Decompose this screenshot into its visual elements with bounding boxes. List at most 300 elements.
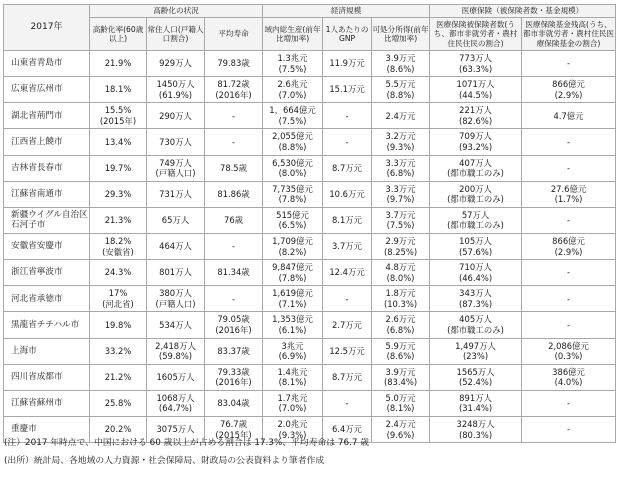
cell-gdp xyxy=(263,364,323,390)
cell-line: 105万人 xyxy=(459,236,492,247)
cell-line: 18.2% xyxy=(104,236,132,247)
column-header-insured-count xyxy=(430,18,522,51)
cell-life-expectancy xyxy=(205,103,263,129)
cell-resident-population xyxy=(147,338,205,364)
cell-line: (87.3%) xyxy=(458,298,493,309)
cell-line: (安徽省) xyxy=(102,246,134,257)
cell-line: 343万人 xyxy=(459,288,492,299)
column-header-line: (うち、都市非就労者・農村 xyxy=(433,19,518,39)
cell-line: (8.1%) xyxy=(386,403,415,414)
cell-line: (都市職工のみ) xyxy=(447,220,504,231)
cell-line: 17% xyxy=(108,288,128,299)
cell-line: 18.1% xyxy=(104,84,132,95)
cell-line: (6.8%) xyxy=(386,168,415,179)
cell-line: 2,086億元 xyxy=(548,340,589,351)
cell-line: 2,055億元 xyxy=(272,131,313,142)
cell-line: - xyxy=(231,293,236,304)
cell-disposable-income xyxy=(372,233,430,259)
column-header-gnp-per-capita xyxy=(323,18,372,51)
column-header-line: (60歳以上) xyxy=(108,24,144,43)
city-name xyxy=(4,207,90,233)
cell-aging-rate xyxy=(90,364,147,390)
table-row xyxy=(4,77,616,103)
cell-line: (都市職工のみ) xyxy=(447,194,504,205)
cell-line: 5.5万元 xyxy=(385,79,416,90)
cell-disposable-income xyxy=(372,181,430,207)
cell-line: 1068万人 xyxy=(156,392,195,403)
cell-life-expectancy xyxy=(205,155,263,181)
cell-line: 83.37歳 xyxy=(217,345,250,356)
cell-disposable-income xyxy=(372,312,430,338)
cell-line: (31.4%) xyxy=(458,403,493,414)
cell-line: 78.5歳 xyxy=(219,162,248,173)
cell-line: - xyxy=(567,398,571,409)
cell-line: 3.3万元 xyxy=(385,183,416,194)
cell-fund-balance xyxy=(522,338,616,364)
cell-line: (7.5%) xyxy=(278,63,307,74)
cell-aging-rate xyxy=(90,207,147,233)
cell-life-expectancy xyxy=(205,207,263,233)
cell-insured-count xyxy=(430,260,522,286)
cell-line: 79.33歳 xyxy=(217,366,250,377)
cell-line: 15.5% xyxy=(104,105,132,116)
cell-line: (63.3%) xyxy=(458,63,493,74)
cell-line: 3.7万元 xyxy=(385,209,416,220)
cell-fund-balance xyxy=(522,312,616,338)
cell-insured-count xyxy=(430,390,522,416)
table-row xyxy=(4,286,616,312)
cell-line: (83.4%) xyxy=(383,377,418,388)
cell-fund-balance xyxy=(522,103,616,129)
cell-line: (9.3%) xyxy=(278,429,307,440)
city-name: 浙江省寧波市 xyxy=(4,260,90,286)
cell-line: 5.0万元 xyxy=(385,392,416,403)
city-name: 吉林省長春市 xyxy=(4,155,90,181)
column-header-line: (うち、都市非就労者・農村 xyxy=(522,19,612,39)
cell-gnp-per-capita xyxy=(323,207,372,233)
cell-disposable-income xyxy=(372,207,430,233)
cell-line: - xyxy=(567,319,571,330)
cell-line: 1，664億元 xyxy=(269,105,316,116)
cell-line: 21.9% xyxy=(104,58,132,69)
cell-line: 2.4万元 xyxy=(385,419,416,430)
cell-line: (0.3%) xyxy=(554,351,583,362)
cell-line: (1.7%) xyxy=(554,194,583,205)
cell-disposable-income xyxy=(372,364,430,390)
cell-line: 79.05歳 xyxy=(217,314,250,325)
cell-line: 534万人 xyxy=(159,319,192,330)
column-header-line: 医療保険基金残高 xyxy=(525,19,587,29)
cell-line: 81.72歳 xyxy=(217,79,250,90)
cell-line: 81.34歳 xyxy=(217,267,250,278)
group-header-insurance: 医療保険（被保険者数・基金規模） xyxy=(430,5,616,18)
cell-line: 8.7万元 xyxy=(331,162,363,173)
cell-life-expectancy xyxy=(205,364,263,390)
cell-aging-rate xyxy=(90,51,147,77)
cell-line: 12.5万元 xyxy=(329,345,365,356)
cell-line: 10.6万元 xyxy=(329,189,365,200)
cell-line: (都市職工のみ) xyxy=(447,324,504,335)
cell-line: 730万人 xyxy=(159,136,192,147)
cell-life-expectancy xyxy=(205,286,263,312)
cell-line: 1.8万元 xyxy=(385,288,416,299)
cell-line: 6,530億元 xyxy=(272,157,313,168)
cell-line: - xyxy=(345,293,349,304)
column-header-aging-rate xyxy=(90,18,147,51)
column-header-line: (前年比 xyxy=(383,24,429,43)
cell-line: 1071万人 xyxy=(456,79,495,90)
cell-life-expectancy xyxy=(205,338,263,364)
cell-line: (93.2%) xyxy=(458,141,493,152)
cell-disposable-income xyxy=(372,338,430,364)
column-header-line: 高齢化率 xyxy=(92,24,124,34)
cell-aging-rate xyxy=(90,260,147,286)
cell-line: (2.9%) xyxy=(554,246,583,257)
cell-gdp xyxy=(263,233,323,259)
cell-line: (6.8%) xyxy=(386,324,415,335)
cell-fund-balance xyxy=(522,129,616,155)
cell-resident-population xyxy=(147,77,205,103)
cell-line: 1.3兆元 xyxy=(277,53,308,64)
cell-line: 3.9万元 xyxy=(385,53,416,64)
column-header-line: 平均寿命 xyxy=(218,29,249,39)
cell-line: - xyxy=(567,215,571,226)
cell-line: (82.6%) xyxy=(458,115,493,126)
cell-gnp-per-capita xyxy=(323,103,372,129)
city-name: 江蘇省蘇州市 xyxy=(4,390,90,416)
cell-life-expectancy xyxy=(205,260,263,286)
cell-line: - xyxy=(567,293,571,304)
cell-line: 515億元 xyxy=(276,209,309,220)
cell-gdp xyxy=(263,51,323,77)
cell-disposable-income xyxy=(372,129,430,155)
cell-line: (2.9%) xyxy=(554,89,583,100)
cell-line: 33.2% xyxy=(104,345,132,356)
city-name-line: 石河子市 xyxy=(11,220,46,231)
cell-life-expectancy xyxy=(205,181,263,207)
cell-line: 29.3% xyxy=(104,189,132,200)
cell-line: 27.6億元 xyxy=(550,183,587,194)
cell-line: 2.6兆元 xyxy=(277,79,308,90)
cell-resident-population xyxy=(147,390,205,416)
cell-line: 386億元 xyxy=(552,366,585,377)
column-header-line: 1人あたりの xyxy=(325,24,369,34)
city-name: 山東省青島市 xyxy=(4,51,90,77)
cell-gnp-per-capita xyxy=(323,286,372,312)
cell-line: - xyxy=(567,267,571,278)
cell-gnp-per-capita xyxy=(323,77,372,103)
column-header-line: 増加率) xyxy=(391,34,418,43)
cell-aging-rate xyxy=(90,181,147,207)
column-header-life-expectancy xyxy=(205,18,263,51)
cell-line: (80.3%) xyxy=(458,429,493,440)
cell-line: 1,497万人 xyxy=(455,340,496,351)
cell-line: 11.9万元 xyxy=(329,58,365,69)
column-header-gdp xyxy=(263,18,323,51)
city-name: 安徽省安慶市 xyxy=(4,233,90,259)
cell-fund-balance xyxy=(522,233,616,259)
cell-resident-population xyxy=(147,207,205,233)
cell-line: 290万人 xyxy=(159,110,192,121)
cell-line: 866億元 xyxy=(552,236,585,247)
cell-line: - xyxy=(567,424,571,435)
cell-life-expectancy xyxy=(205,312,263,338)
cell-line: 19.8% xyxy=(104,319,132,330)
column-header-line: 住民医療保険基金の割合) xyxy=(536,29,615,48)
cell-resident-population xyxy=(147,51,205,77)
cell-line: 891万人 xyxy=(459,392,492,403)
table-row xyxy=(4,103,616,129)
cell-gnp-per-capita xyxy=(323,129,372,155)
column-header-line: GNP xyxy=(338,34,356,43)
column-header-line: (戸籍人口 xyxy=(162,24,204,43)
cell-line: 2.7万元 xyxy=(331,319,363,330)
cell-gdp xyxy=(263,155,323,181)
column-header-line: 域内総生産 xyxy=(264,24,303,34)
cell-disposable-income xyxy=(372,103,430,129)
cell-line: 6.4万元 xyxy=(331,424,363,435)
cell-life-expectancy xyxy=(205,390,263,416)
cell-aging-rate xyxy=(90,286,147,312)
cell-line: 3075万人 xyxy=(156,424,195,435)
cell-life-expectancy xyxy=(205,233,263,259)
cell-fund-balance xyxy=(522,364,616,390)
cell-line: 4.8万元 xyxy=(385,262,416,273)
cell-line: 25.8% xyxy=(104,398,132,409)
column-header-line: 割合) xyxy=(170,34,189,43)
cell-resident-population xyxy=(147,103,205,129)
cell-line: 8.7万元 xyxy=(331,372,363,382)
cell-line: (8.8%) xyxy=(278,141,307,152)
cell-aging-rate xyxy=(90,233,147,259)
cell-line: (2016年) xyxy=(215,377,252,388)
cell-fund-balance xyxy=(522,181,616,207)
cell-life-expectancy xyxy=(205,77,263,103)
cell-line: 3.3万元 xyxy=(385,157,416,168)
cell-line: (8.25%) xyxy=(383,246,418,257)
cell-line: 2.0兆元 xyxy=(277,419,308,430)
cell-line: 24.3% xyxy=(104,267,132,278)
cell-gnp-per-capita xyxy=(323,155,372,181)
group-header-economy: 経済規模 xyxy=(263,5,430,18)
table-row xyxy=(4,364,616,390)
cell-aging-rate xyxy=(90,312,147,338)
cell-disposable-income xyxy=(372,155,430,181)
table-row xyxy=(4,233,616,259)
cell-gdp xyxy=(263,181,323,207)
cell-line: (8.6%) xyxy=(386,351,415,362)
note-line: (注）2017 年時点で、中国における 60 歳以上が占める割合は 17.3%、平均寿命は 76.7 歳 xyxy=(4,438,370,448)
cell-gnp-per-capita xyxy=(323,181,372,207)
cell-fund-balance xyxy=(522,155,616,181)
cell-insured-count xyxy=(430,77,522,103)
cell-line: 464万人 xyxy=(159,241,192,252)
city-name: 四川省成都市 xyxy=(4,364,90,390)
cell-line: (8.8%) xyxy=(386,89,415,100)
cell-gdp xyxy=(263,77,323,103)
cell-line: (44.5%) xyxy=(458,89,493,100)
table-row xyxy=(4,338,616,364)
table-row xyxy=(4,129,616,155)
cell-line: 15.1万元 xyxy=(329,84,365,95)
cell-line: (4.0%) xyxy=(554,377,583,388)
city-name: 重慶市 xyxy=(4,416,90,442)
cell-line: (戸籍人口) xyxy=(155,298,196,309)
cell-resident-population xyxy=(147,286,205,312)
cell-line: (7.0%) xyxy=(278,89,307,100)
cell-line: (9.3%) xyxy=(386,141,415,152)
cell-line: 3.2万元 xyxy=(385,131,416,142)
table-row xyxy=(4,312,616,338)
cell-line: 12.4万元 xyxy=(329,267,365,278)
cell-line: (8.1%) xyxy=(278,377,307,388)
cell-fund-balance xyxy=(522,390,616,416)
cell-line: (8.2%) xyxy=(278,246,307,257)
cell-line: (57.6%) xyxy=(458,246,493,257)
cell-line: 20.2% xyxy=(104,424,132,435)
cell-line: 21.3% xyxy=(104,215,132,226)
cell-line: (52.4%) xyxy=(458,377,493,388)
cell-line: (6.1%) xyxy=(278,324,307,335)
cell-insured-count xyxy=(430,286,522,312)
cell-line: (戸籍人口) xyxy=(155,168,196,179)
column-header-disposable-income xyxy=(372,18,430,51)
city-name: 黒龍省チチハル市 xyxy=(4,312,90,338)
cell-resident-population xyxy=(147,181,205,207)
cell-line: (7.8%) xyxy=(278,194,307,205)
cell-line: (59.8%) xyxy=(158,351,193,362)
cell-line: 380万人 xyxy=(159,288,192,299)
cell-line: 3兆元 xyxy=(281,340,304,351)
cell-gnp-per-capita xyxy=(323,364,372,390)
cell-insured-count xyxy=(430,338,522,364)
cell-line: (7.1%) xyxy=(278,298,307,309)
cell-line: 709万人 xyxy=(459,131,492,142)
cell-gnp-per-capita xyxy=(323,390,372,416)
cell-gdp xyxy=(263,312,323,338)
cell-line: - xyxy=(345,136,349,147)
cell-gnp-per-capita xyxy=(323,51,372,77)
column-header-resident-population xyxy=(147,18,205,51)
table-row xyxy=(4,155,616,181)
column-header-line: 可処分所得 xyxy=(372,24,411,34)
cell-gdp xyxy=(263,286,323,312)
cell-resident-population xyxy=(147,129,205,155)
cell-line: 200万人 xyxy=(459,183,492,194)
cell-resident-population xyxy=(147,364,205,390)
cell-line: 749万人 xyxy=(159,157,192,168)
cell-line: 3.9万元 xyxy=(385,366,416,377)
cell-line: 1,709億元 xyxy=(272,236,313,247)
cell-disposable-income xyxy=(372,77,430,103)
table-row xyxy=(4,207,616,233)
cell-line: (8.6%) xyxy=(386,63,415,74)
cell-disposable-income xyxy=(372,51,430,77)
cell-line: 710万人 xyxy=(459,262,492,273)
cell-gdp xyxy=(263,207,323,233)
cell-aging-rate xyxy=(90,103,147,129)
cell-gdp xyxy=(263,129,323,155)
cell-line: 405万人 xyxy=(459,314,492,325)
cell-line: 1565万人 xyxy=(456,366,495,377)
cell-line: 2,418万人 xyxy=(155,340,196,351)
cell-line: 5.9万元 xyxy=(385,340,416,351)
table-row xyxy=(4,390,616,416)
cell-line: (61.9%) xyxy=(158,89,193,100)
city-name: 上海市 xyxy=(4,338,90,364)
cell-line: (2015年) xyxy=(215,429,252,440)
city-name: 江蘇省南通市 xyxy=(4,181,90,207)
city-name: 湖北省荊門市 xyxy=(4,103,90,129)
cell-gdp xyxy=(263,390,323,416)
table-container xyxy=(3,4,615,443)
cell-insured-count xyxy=(430,207,522,233)
cell-line: (9.7%) xyxy=(386,194,415,205)
column-header-line: 常住人口 xyxy=(147,24,178,34)
cell-resident-population xyxy=(147,233,205,259)
cell-disposable-income xyxy=(372,390,430,416)
cell-line: 1.7兆元 xyxy=(277,392,308,403)
cell-gnp-per-capita xyxy=(323,260,372,286)
table-row xyxy=(4,181,616,207)
cell-insured-count xyxy=(430,51,522,77)
column-header-line: 増加率) xyxy=(283,34,310,43)
cell-line: - xyxy=(231,136,236,147)
cell-line: 2.9万元 xyxy=(385,236,416,247)
cell-line: 76.7歳 xyxy=(219,419,248,430)
cell-aging-rate xyxy=(90,338,147,364)
table-row xyxy=(4,260,616,286)
cell-line: (2016年) xyxy=(215,89,252,100)
cell-line: 81.86歳 xyxy=(217,189,250,200)
column-header-fund-balance xyxy=(522,18,616,51)
cell-line: 801万人 xyxy=(159,267,192,278)
cell-line: 866億元 xyxy=(552,79,585,90)
cell-line: 13.4% xyxy=(104,136,132,147)
cell-insured-count xyxy=(430,312,522,338)
cell-line: 1.4兆元 xyxy=(277,366,308,377)
cell-line: 1605万人 xyxy=(156,372,195,382)
cell-fund-balance xyxy=(522,207,616,233)
cell-line: (46.4%) xyxy=(458,272,493,283)
year-header: 2017年 xyxy=(4,5,90,51)
cell-line: - xyxy=(567,136,571,147)
source-line: (出所）統計局、各地域の人力資源・社会保障局、財政局の公表資料より筆者作成 xyxy=(4,456,325,466)
cell-line: 2.6万元 xyxy=(385,314,416,325)
cell-line: 76歳 xyxy=(223,215,244,226)
cell-line: 929万人 xyxy=(159,58,192,69)
cell-line: (8.0%) xyxy=(386,272,415,283)
cell-resident-population xyxy=(147,260,205,286)
cell-gdp xyxy=(263,338,323,364)
column-header-line: 住民住民の割合) xyxy=(447,38,504,48)
cell-line: 407万人 xyxy=(459,157,492,168)
cell-insured-count xyxy=(430,155,522,181)
cell-line: 57万人 xyxy=(461,209,490,220)
cell-gnp-per-capita xyxy=(323,338,372,364)
cell-aging-rate xyxy=(90,390,147,416)
cell-line: 1,619億元 xyxy=(272,288,313,299)
cell-line: 83.04歳 xyxy=(217,398,250,409)
cell-line: 1450万人 xyxy=(156,79,195,90)
cell-line: - xyxy=(345,110,349,121)
cell-line: 1,353億元 xyxy=(272,314,313,325)
cell-line: (7.5%) xyxy=(278,115,307,126)
cell-fund-balance xyxy=(522,286,616,312)
city-name: 江西省上饒市 xyxy=(4,129,90,155)
cell-line: (6.9%) xyxy=(278,351,307,362)
cell-insured-count xyxy=(430,364,522,390)
